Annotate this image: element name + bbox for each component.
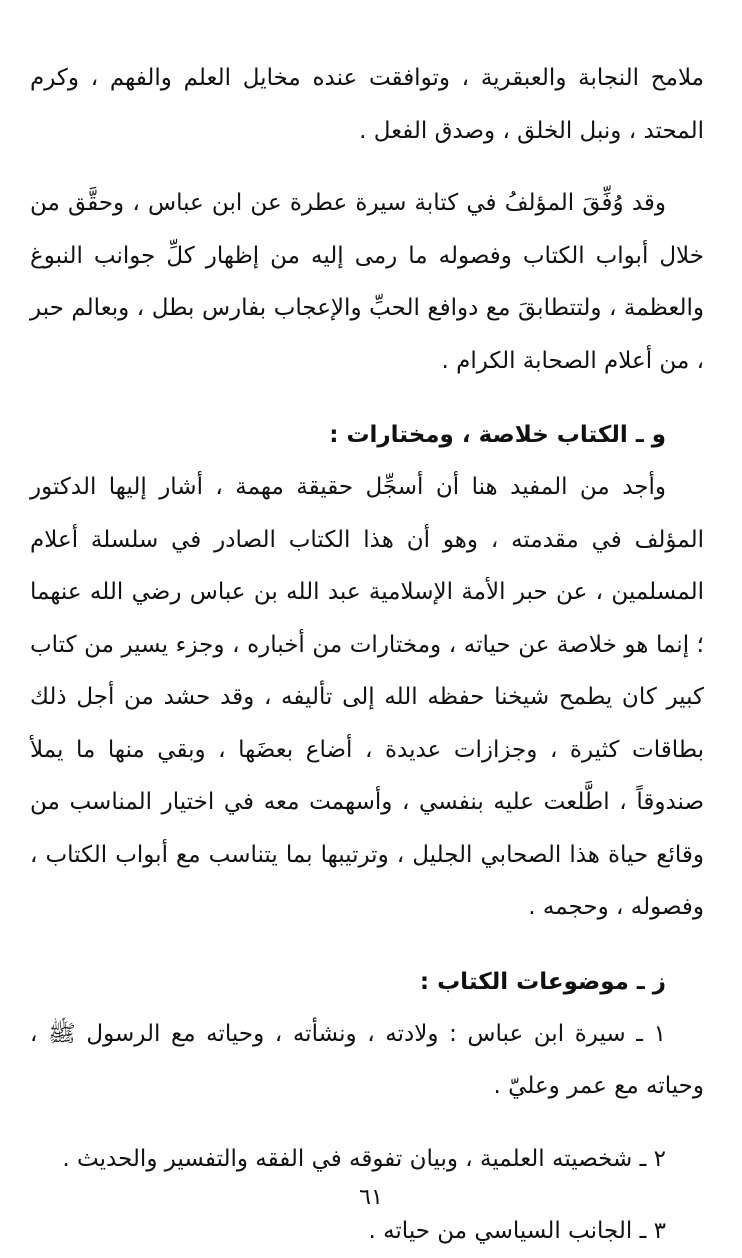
section-heading-topics: ز ـ موضوعات الكتاب : <box>419 968 666 995</box>
list-item-topic-3: ٣ ـ الجانب السياسي من حياته . <box>368 1218 666 1244</box>
list-item-topic-2: ٢ ـ شخصيته العلمية ، وبيان تفوقه في الفقه والتفسير والحديث . <box>62 1145 666 1172</box>
paragraph-author-success: وقد وُفِّقَ المؤلفُ في كتابة سيرة عطرة عن ابن عباس ، وحقَّق من خلال أبواب الكتاب وفصوله ما رمى إليه من إظهار كلِّ جوانب النبوغ والعظمة ، ولتتطابقَ مع دوافع الحبِّ والإعجاب بفارس بطل ، وبعالم حبر ، من أعلام الصحابة الكرام . <box>30 190 704 374</box>
page-number: ٦١ <box>359 1185 383 1210</box>
section-heading-summary: و ـ الكتاب خلاصة ، ومختارات : <box>329 422 666 448</box>
page-body <box>30 52 704 1258</box>
paragraph-summary: وأجد من المفيد هنا أن أسجِّل حقيقة مهمة ، أشار إليها الدكتور المؤلف في مقدمته ، وهو أن هذا الكتاب الصادر في سلسلة أعلام المسلمين ، عن حبر الأمة الإسلامية عبد الله بن عباس رضي الله عنهما ؛ إنما هو خلاصة عن حياته ، ومختارات من أخباره ، وجزء يسير من كتاب كبير كان يطمح شيخنا حفظه الله إلى تأليفه ، وقد حشد من أجل ذلك بطاقات كثيرة ، وجزازات عديدة ، أضاع بعضَها ، وبقي منها ما يملأ صندوقاً ، اطَّلعت عليه بنفسي ، وأسهمت معه في اختيار المناسب من وقائع حياة هذا الصحابي الجليل ، وترتيبها بما يتناسب مع أبواب الكتاب ، وفصوله ، وحجمه . <box>30 474 704 920</box>
paragraph-continuation: ملامح النجابة والعبقرية ، وتوافقت عنده مخايل العلم والفهم ، وكرم المحتد ، ونبل الخلق ، وصدق الفعل . <box>30 65 704 144</box>
list-item-topic-1: ١ ـ سيرة ابن عباس : ولادته ، ونشأته ، وحياته مع الرسول ﷺ ، وحياته مع عمر وعليّ . <box>30 1020 704 1099</box>
